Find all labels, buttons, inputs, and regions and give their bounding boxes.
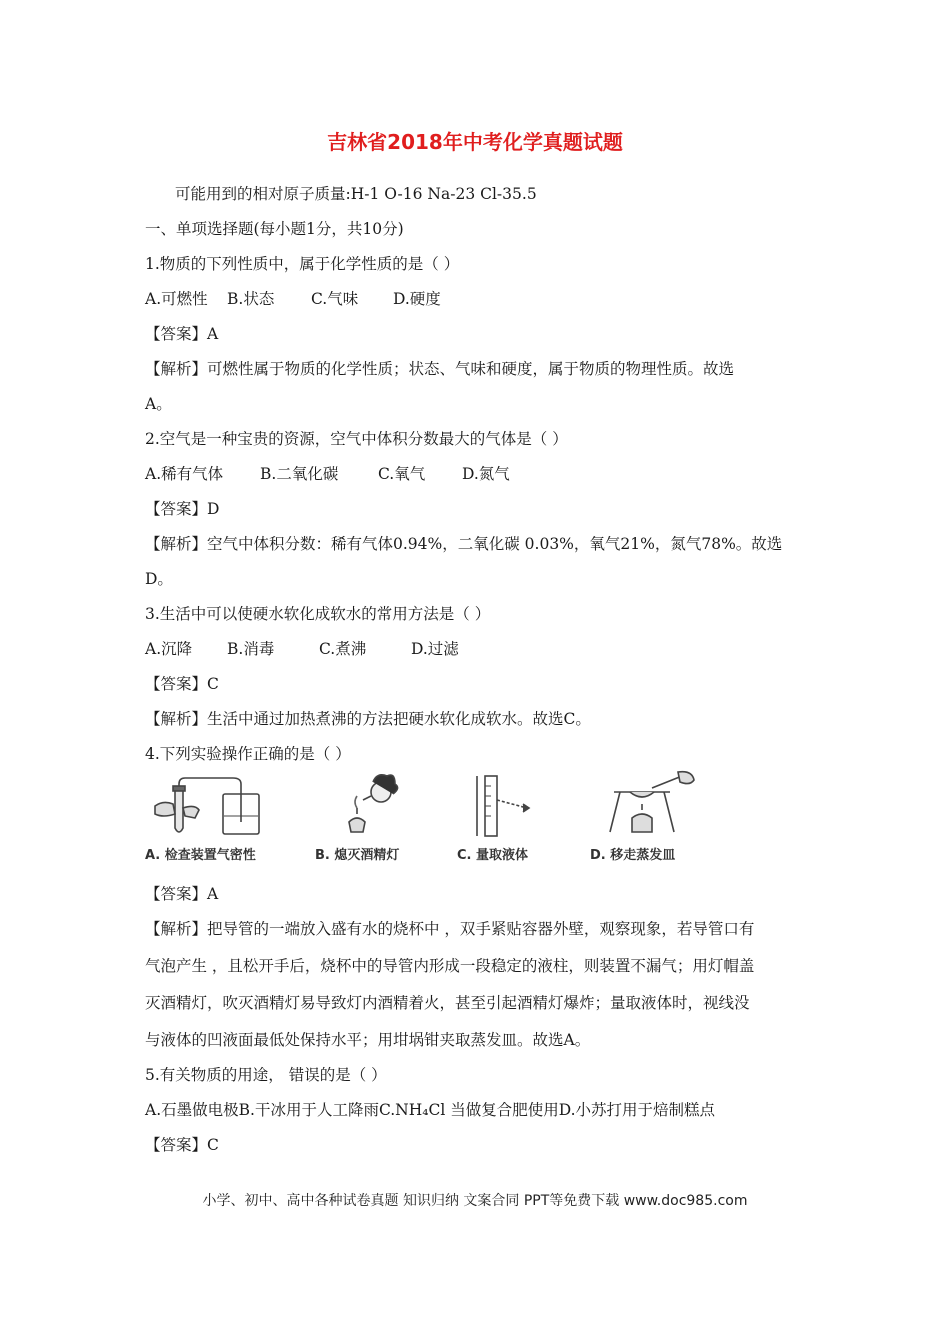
figure-a-caption: A. 检查装置气密性 [145,848,256,863]
figure-c-caption: C. 量取液体 [457,848,529,863]
q2-analysis-line2: D。 [145,570,173,588]
q3-option-b: B.消毒 [227,640,275,658]
blow-out-lamp-icon [315,770,425,840]
q3-option-c: C.煮沸 [319,640,367,658]
q2-option-c: C.氧气 [378,465,426,483]
q1-analysis-line2: A。 [145,395,172,413]
atomic-mass-note: 可能用到的相对原子质量:H-1 O-16 Na-23 Cl-35.5 [175,185,537,203]
q1-option-a: A.可燃性 [145,290,208,308]
q3-analysis: 【解析】生活中通过加热煮沸的方法把硬水软化成软水。故选C。 [145,710,591,728]
q4-analysis-line4: 与液体的凹液面最低处保持水平；用坩埚钳夹取蒸发皿。故选A。 [145,1031,591,1049]
move-evaporating-dish-icon [590,770,710,840]
q1-option-d: D.硬度 [393,290,441,308]
q1-answer: 【答案】A [145,325,219,343]
figure-d-caption: D. 移走蒸发皿 [590,848,676,863]
q2-answer: 【答案】D [145,500,220,518]
document-title: 吉林省2018年中考化学真题试题 [327,130,623,154]
page-footer: 小学、初中、高中各种试卷真题 知识归纳 文案合同 PPT等免费下载 www.doc985.com [202,1193,748,1209]
q1-options [145,289,441,309]
q5-options: A.石墨做电极B.干冰用于人工降雨C.NH₄Cl 当做复合肥使用D.小苏打用于焙制糕点 [145,1101,716,1119]
q3-stem: 3.生活中可以使硬水软化成软水的常用方法是（ ） [145,605,491,623]
q3-option-a: A.沉降 [145,640,193,658]
q3-options [145,639,459,659]
measure-liquid-icon [457,770,557,840]
q2-option-a: A.稀有气体 [145,465,224,483]
figure-d [590,770,710,866]
q1-option-b: B.状态 [227,290,275,308]
figure-c [457,770,557,866]
q4-analysis-line2: 气泡产生 ，且松开手后，烧杯中的导管内形成一段稳定的液柱，则装置不漏气；用灯帽盖 [145,957,755,975]
figure-b [315,770,425,866]
figure-b-caption: B. 熄灭酒精灯 [315,848,400,863]
q4-analysis-line3: 灭酒精灯，吹灭酒精灯易导致灯内酒精着火，甚至引起酒精灯爆炸；量取液体时，视线没 [145,994,750,1012]
q4-figures [145,770,705,866]
q1-option-c: C.气味 [311,290,359,308]
q1-stem: 1.物质的下列性质中，属于化学性质的是（ ） [145,255,460,273]
section-heading: 一、单项选择题(每小题1分，共10分) [145,220,404,238]
q5-stem: 5.有关物质的用途， 错误的是（ ） [145,1066,387,1084]
q3-option-d: D.过滤 [411,640,459,658]
q2-stem: 2.空气是一种宝贵的资源，空气中体积分数最大的气体是（ ） [145,430,568,448]
q5-answer: 【答案】C [145,1136,219,1154]
figure-a [145,770,295,866]
q4-stem: 4.下列实验操作正确的是（ ） [145,745,351,763]
q2-options [145,464,510,484]
q2-analysis-line1: 【解析】空气中体积分数：稀有气体0.94%，二氧化碳 0.03%，氧气21%，氮气78%。故选 [145,535,783,553]
q4-answer: 【答案】A [145,885,219,903]
q4-analysis-line1: 【解析】把导管的一端放入盛有水的烧杯中 ，双手紧贴容器外壁，观察现象，若导管口有 [145,920,755,938]
q1-analysis-line1: 【解析】可燃性属于物质的化学性质；状态、气味和硬度，属于物质的物理性质。故选 [145,360,735,378]
q3-answer: 【答案】C [145,675,219,693]
q2-option-d: D.氮气 [462,465,510,483]
airtightness-check-icon [145,770,295,840]
q2-option-b: B.二氧化碳 [260,465,339,483]
